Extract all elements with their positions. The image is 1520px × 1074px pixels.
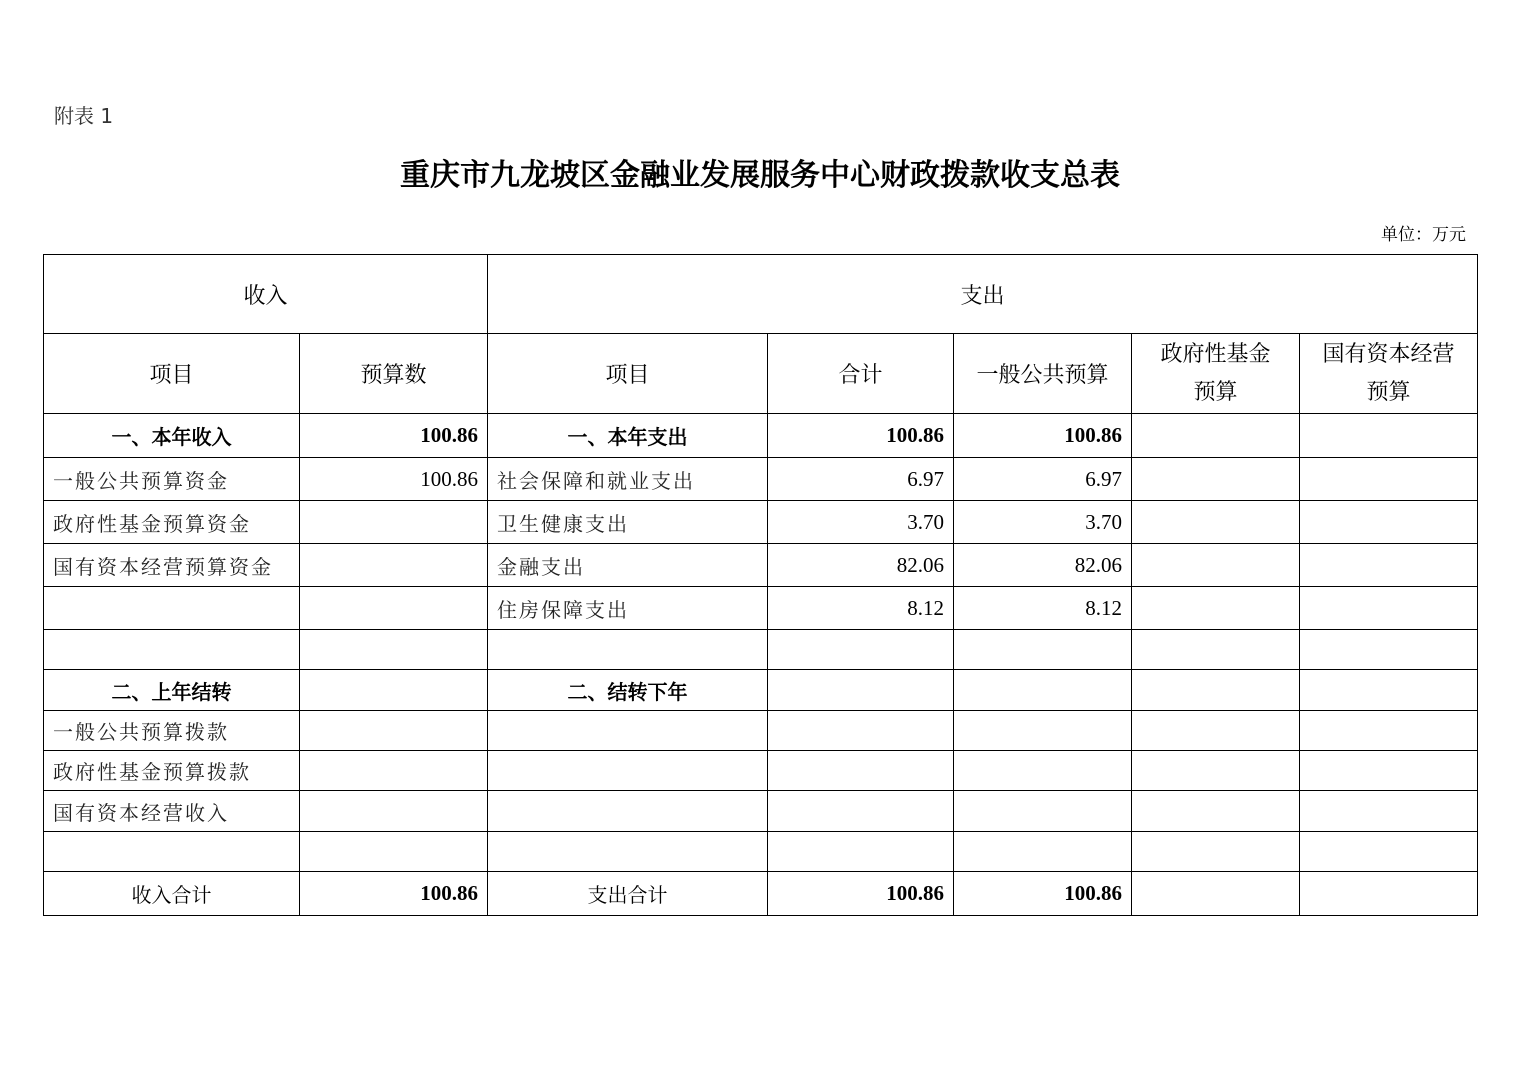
gov-fund-cell [1132, 458, 1300, 501]
col-header-state-capital-line1: 国有资本经营 [1322, 341, 1455, 367]
empty-cell [300, 832, 488, 872]
expenditure-item-cell [488, 711, 768, 751]
empty-cell [44, 630, 300, 670]
table-row-empty [44, 630, 1478, 670]
total-cell: 6.97 [768, 458, 954, 501]
col-header-gov-fund [1132, 334, 1300, 414]
expenditure-item-cell: 一、本年支出 [488, 414, 768, 458]
general-budget-total-amount: 100.86 [954, 872, 1132, 916]
table-row [44, 791, 1478, 832]
income-amount-cell [300, 544, 488, 587]
table-row [44, 501, 1478, 544]
state-capital-cell [1300, 791, 1478, 832]
general-budget-cell [954, 711, 1132, 751]
expenditure-item-cell: 金融支出 [488, 544, 768, 587]
empty-cell [1300, 630, 1478, 670]
general-budget-cell: 3.70 [954, 501, 1132, 544]
general-budget-cell: 100.86 [954, 414, 1132, 458]
table-row [44, 751, 1478, 791]
income-item-cell: 一、本年收入 [44, 414, 300, 458]
income-amount-cell: 100.86 [300, 414, 488, 458]
col-header-item-in: 项目 [44, 334, 300, 414]
general-budget-cell [954, 751, 1132, 791]
state-capital-cell [1300, 751, 1478, 791]
table-row [44, 544, 1478, 587]
gov-fund-cell [1132, 711, 1300, 751]
page-title: 重庆市九龙坡区金融业发展服务中心财政拨款收支总表 [400, 158, 1120, 193]
table-row-empty [44, 832, 1478, 872]
income-amount-cell [300, 501, 488, 544]
empty-cell [44, 832, 300, 872]
col-header-item-out: 项目 [488, 334, 768, 414]
state-capital-cell [1300, 711, 1478, 751]
empty-cell [1132, 630, 1300, 670]
gov-fund-cell [1132, 501, 1300, 544]
empty-cell [768, 832, 954, 872]
income-item-cell [44, 587, 300, 630]
table-row [44, 458, 1478, 501]
expenditure-total-label: 支出合计 [488, 872, 768, 916]
col-header-total: 合计 [768, 334, 954, 414]
total-cell [768, 670, 954, 711]
total-cell [768, 791, 954, 832]
totals-row [44, 872, 1478, 916]
header-row-1 [44, 255, 1478, 334]
empty-cell [768, 630, 954, 670]
income-item-cell: 政府性基金预算资金 [44, 501, 300, 544]
gov-fund-cell [1132, 872, 1300, 916]
table-row [44, 587, 1478, 630]
total-cell [768, 711, 954, 751]
total-cell: 100.86 [768, 414, 954, 458]
income-amount-cell [300, 751, 488, 791]
state-capital-cell [1300, 587, 1478, 630]
empty-cell [488, 832, 768, 872]
income-item-cell: 国有资本经营收入 [44, 791, 300, 832]
gov-fund-cell [1132, 670, 1300, 711]
state-capital-cell [1300, 872, 1478, 916]
empty-cell [300, 630, 488, 670]
general-budget-cell [954, 670, 1132, 711]
state-capital-cell [1300, 501, 1478, 544]
general-budget-cell: 82.06 [954, 544, 1132, 587]
expenditure-item-cell: 卫生健康支出 [488, 501, 768, 544]
income-item-cell: 二、上年结转 [44, 670, 300, 711]
state-capital-cell [1300, 544, 1478, 587]
total-cell: 8.12 [768, 587, 954, 630]
col-header-general-budget: 一般公共预算 [954, 334, 1132, 414]
appendix-label: 附表 1 [54, 104, 114, 128]
empty-cell [954, 832, 1132, 872]
income-total-amount: 100.86 [300, 872, 488, 916]
gov-fund-cell [1132, 544, 1300, 587]
income-amount-cell [300, 587, 488, 630]
col-header-gov-fund-line1: 政府性基金 [1160, 341, 1271, 367]
state-capital-cell [1300, 458, 1478, 501]
gov-fund-cell [1132, 751, 1300, 791]
col-header-budget-amount: 预算数 [300, 334, 488, 414]
table-row [44, 670, 1478, 711]
col-header-state-capital [1300, 334, 1478, 414]
gov-fund-cell [1132, 414, 1300, 458]
expenditure-item-cell: 住房保障支出 [488, 587, 768, 630]
col-header-gov-fund-line2: 预算 [1193, 379, 1238, 405]
header-row-2 [44, 334, 1478, 414]
col-header-state-capital-line2: 预算 [1366, 379, 1411, 405]
expenditure-item-cell: 社会保障和就业支出 [488, 458, 768, 501]
income-amount-cell [300, 791, 488, 832]
expenditure-item-cell: 二、结转下年 [488, 670, 768, 711]
unit-label: 单位：万元 [1381, 225, 1466, 245]
empty-cell [954, 630, 1132, 670]
total-cell: 82.06 [768, 544, 954, 587]
empty-cell [488, 630, 768, 670]
income-amount-cell: 100.86 [300, 458, 488, 501]
income-item-cell: 一般公共预算拨款 [44, 711, 300, 751]
fiscal-summary-table [43, 254, 1478, 916]
gov-fund-cell [1132, 791, 1300, 832]
general-budget-cell: 6.97 [954, 458, 1132, 501]
expenditure-item-cell [488, 791, 768, 832]
income-total-label: 收入合计 [44, 872, 300, 916]
state-capital-cell [1300, 414, 1478, 458]
total-cell [768, 751, 954, 791]
expenditure-total-amount: 100.86 [768, 872, 954, 916]
income-item-cell: 政府性基金预算拨款 [44, 751, 300, 791]
empty-cell [1300, 832, 1478, 872]
expenditure-item-cell [488, 751, 768, 791]
income-item-cell: 国有资本经营预算资金 [44, 544, 300, 587]
income-item-cell: 一般公共预算资金 [44, 458, 300, 501]
expenditure-header: 支出 [488, 255, 1478, 334]
general-budget-cell [954, 791, 1132, 832]
table-row [44, 711, 1478, 751]
empty-cell [1132, 832, 1300, 872]
gov-fund-cell [1132, 587, 1300, 630]
income-amount-cell [300, 670, 488, 711]
table-row [44, 414, 1478, 458]
state-capital-cell [1300, 670, 1478, 711]
income-amount-cell [300, 711, 488, 751]
income-header: 收入 [44, 255, 488, 334]
total-cell: 3.70 [768, 501, 954, 544]
general-budget-cell: 8.12 [954, 587, 1132, 630]
